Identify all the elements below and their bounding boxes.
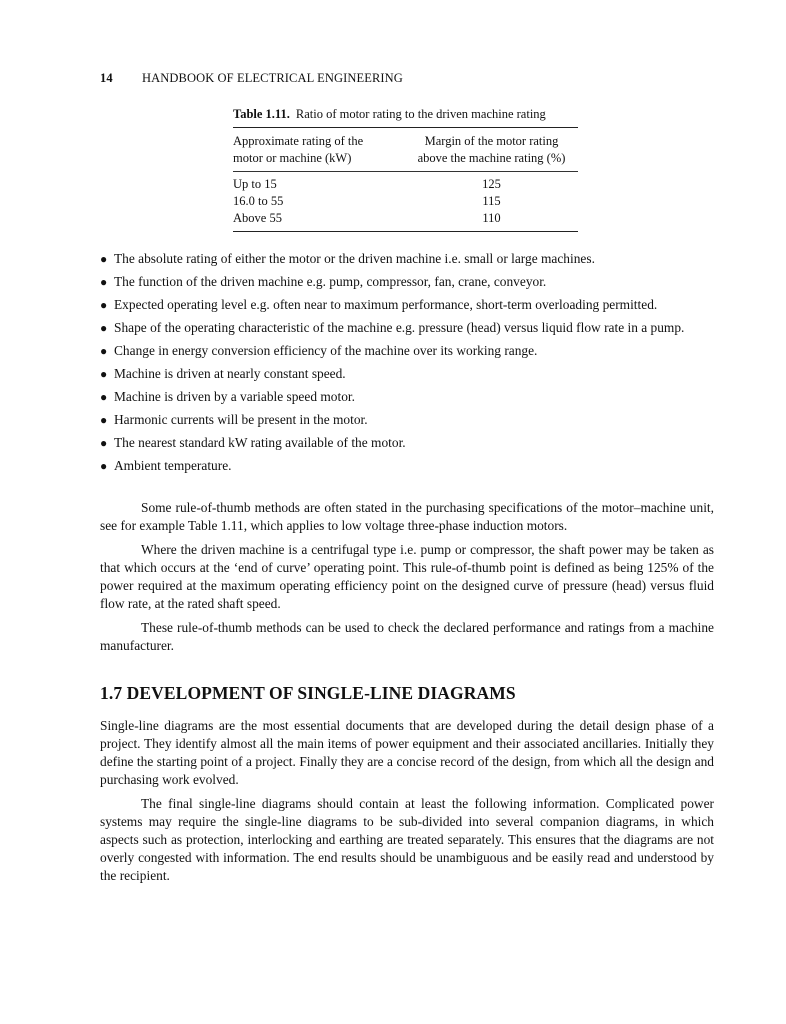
bullet-icon: ● [100,298,108,312]
bullet-icon: ● [100,252,108,266]
page-number: 14 [100,71,113,85]
list-item-text: Harmonic currents will be present in the motor. [114,412,368,427]
table-cell-range: Up to 15 [233,177,277,191]
bullet-icon: ● [100,390,108,404]
table-caption [233,106,578,122]
table-row [233,176,578,193]
list-item-text: Ambient temperature. [114,458,232,473]
bullet-icon: ● [100,436,108,450]
factor-list [100,250,714,476]
header-col1-line2: motor or machine (kW) [233,151,352,165]
table-row [233,193,578,210]
list-item [100,319,714,338]
table-bottom-rule [233,231,578,232]
bullet-icon: ● [100,344,108,358]
list-item-text: The absolute rating of either the motor or the driven machine i.e. small or large machines. [114,251,595,266]
body-paragraph: Some rule-of-thumb methods are often stated in the purchasing specifications of the motor–machine unit, see for example Table 1.11, which applies to low voltage three-phase induction motors. [100,499,714,533]
table-header [233,128,578,167]
bullet-icon: ● [100,367,108,381]
bullet-icon: ● [100,413,108,427]
list-item [100,434,714,453]
table-body [233,172,578,227]
list-item [100,273,714,292]
list-item-text: Shape of the operating characteristic of the machine e.g. pressure (head) versus liquid flow rate in a pump. [114,320,685,335]
list-item [100,296,714,315]
section-paragraph: Single-line diagrams are the most essential documents that are developed during the detail design phase of a project. They identify almost all the main items of power equipment and their associated ancillaries. Initially they define the starting point of a project. Finally they are a concise record of the design, from which all the design and purchasing work evolved. [100,717,714,787]
table-header-col2 [405,133,578,167]
header-col1-line1: Approximate rating of the [233,134,364,148]
list-item-text: Change in energy conversion efficiency of the machine over its working range. [114,343,538,358]
table-label: Table 1.11. [233,107,290,121]
table-row [233,210,578,227]
list-item [100,388,714,407]
table-cell-margin: 110 [482,211,501,225]
table-cell-margin: 125 [482,177,501,191]
section-paragraph: The final single-line diagrams should contain at least the following information. Complicated power systems may require the single-line diagrams to be sub-divided into several companion diagrams, in which aspects such as protection, interlocking and earthing are treated separately. This ensures that the diagrams are not overly congested with information. The end results should be unambiguous and be easily read and understood by the recipient. [100,795,714,883]
bullet-icon: ● [100,459,108,473]
table-caption-text: Ratio of motor rating to the driven machine rating [295,107,546,121]
list-item [100,411,714,430]
list-item-text: Machine is driven by a variable speed motor. [114,389,355,404]
list-item [100,342,714,361]
running-title: HANDBOOK OF ELECTRICAL ENGINEERING [142,71,403,85]
table-cell-range: 16.0 to 55 [233,194,284,208]
list-item-text: Machine is driven at nearly constant speed. [114,366,346,381]
list-item [100,365,714,384]
body-paragraph: Where the driven machine is a centrifugal type i.e. pump or compressor, the shaft power may be taken as that which occurs at the ‘end of curve’ operating point. This rule-of-thumb point is defined as being 125% of the power required at the maximum operating efficiency point on the designed curve of pressure (head) versus fluid flow rate, at the rated shaft speed. [100,541,714,611]
table-header-col1 [233,133,405,167]
table-cell-margin: 115 [482,194,501,208]
list-item-text: The function of the driven machine e.g. pump, compressor, fan, crane, conveyor. [114,274,547,289]
body-paragraph: These rule-of-thumb methods can be used to check the declared performance and ratings from a machine manufacturer. [100,619,714,653]
header-col2-line2: above the machine rating (%) [417,151,566,165]
page [100,68,714,891]
header-col2-line1: Margin of the motor rating [424,134,559,148]
list-item [100,250,714,269]
list-item [100,457,714,476]
bullet-icon: ● [100,275,108,289]
section-heading: 1.7 DEVELOPMENT OF SINGLE-LINE DIAGRAMS [100,682,516,703]
bullet-icon: ● [100,321,108,335]
running-head [100,68,714,88]
table-cell-range: Above 55 [233,211,282,225]
table-1-11 [233,106,578,232]
list-item-text: The nearest standard kW rating available of the motor. [114,435,406,450]
list-item-text: Expected operating level e.g. often near to maximum performance, short-term overloading permitted. [114,297,658,312]
